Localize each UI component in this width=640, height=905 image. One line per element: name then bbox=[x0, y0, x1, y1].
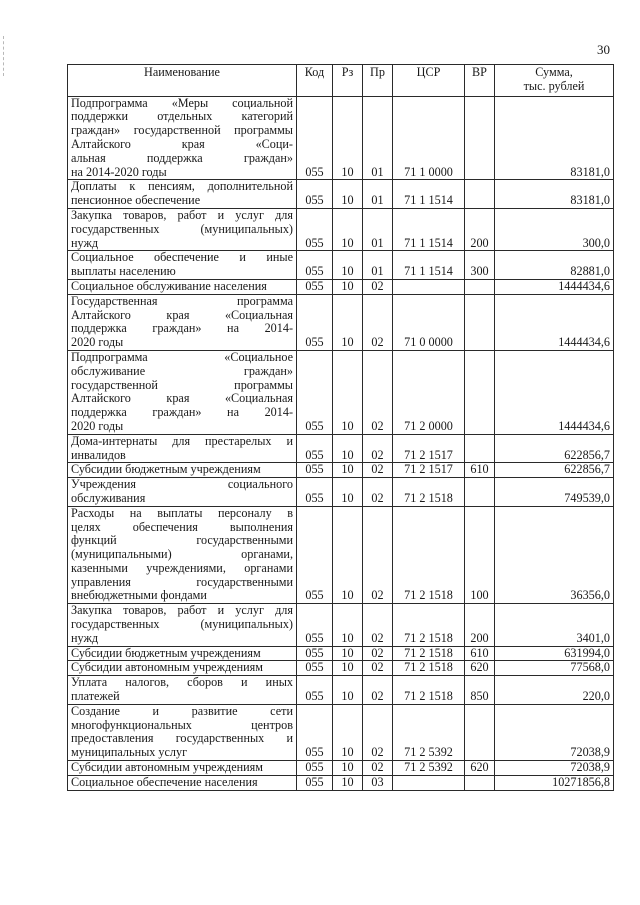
row-name-line: Уплата налогов, сборов и иных bbox=[71, 675, 293, 690]
row-kod: 055 bbox=[297, 279, 333, 294]
row-csr: 71 1 0000 bbox=[393, 96, 465, 180]
row-sum: 1444434,6 bbox=[495, 350, 614, 434]
table-row bbox=[68, 208, 614, 250]
row-name-line: поддержка граждан» на 2014- bbox=[71, 321, 293, 336]
row-pr: 02 bbox=[363, 604, 393, 646]
row-vr: 610 bbox=[465, 463, 495, 478]
row-pr: 02 bbox=[363, 434, 393, 463]
row-pr: 02 bbox=[363, 350, 393, 434]
row-sum: 72038,9 bbox=[495, 704, 614, 760]
table-row bbox=[68, 350, 614, 434]
row-name-line: государственных (муниципальных) bbox=[71, 617, 293, 632]
row-name-cell bbox=[68, 775, 297, 790]
row-sum: 3401,0 bbox=[495, 604, 614, 646]
row-name-cell bbox=[68, 96, 297, 180]
row-name-cell bbox=[68, 279, 297, 294]
row-kod: 055 bbox=[297, 676, 333, 705]
row-kod: 055 bbox=[297, 294, 333, 350]
row-kod: 055 bbox=[297, 775, 333, 790]
row-vr bbox=[465, 294, 495, 350]
row-csr: 71 2 1518 bbox=[393, 676, 465, 705]
row-name-line: нужд bbox=[71, 235, 99, 250]
row-name-line: выплаты населению bbox=[71, 264, 176, 279]
row-rz: 10 bbox=[333, 350, 363, 434]
row-kod: 055 bbox=[297, 434, 333, 463]
row-pr: 02 bbox=[363, 279, 393, 294]
row-vr bbox=[465, 478, 495, 507]
row-name-line: граждан» государственной программы bbox=[71, 123, 293, 138]
row-name-line: многофункциональных центров bbox=[71, 717, 293, 732]
row-name-line: 2020 годы bbox=[71, 418, 124, 433]
row-sum: 1444434,6 bbox=[495, 294, 614, 350]
table-row bbox=[68, 775, 614, 790]
row-pr: 01 bbox=[363, 180, 393, 209]
row-sum: 631994,0 bbox=[495, 646, 614, 661]
row-name-line: Алтайского края «Социальная bbox=[71, 391, 293, 406]
row-kod: 055 bbox=[297, 704, 333, 760]
row-rz: 10 bbox=[333, 463, 363, 478]
budget-table bbox=[67, 64, 614, 791]
row-name-cell bbox=[68, 251, 297, 280]
row-vr: 620 bbox=[465, 661, 495, 676]
margin-marks bbox=[3, 36, 6, 76]
row-name-line: Подпрограмма «Меры социальной bbox=[71, 95, 293, 110]
row-name-line: платежей bbox=[71, 689, 120, 704]
row-name-line: Учреждения социального bbox=[71, 477, 293, 492]
row-vr: 610 bbox=[465, 646, 495, 661]
table-row bbox=[68, 676, 614, 705]
row-pr: 02 bbox=[363, 294, 393, 350]
header-pr: Пр bbox=[363, 65, 393, 97]
row-vr: 300 bbox=[465, 251, 495, 280]
row-pr: 01 bbox=[363, 208, 393, 250]
row-kod: 055 bbox=[297, 208, 333, 250]
row-name-line: пенсионное обеспечение bbox=[71, 193, 201, 208]
row-kod: 055 bbox=[297, 646, 333, 661]
row-name-cell bbox=[68, 180, 297, 209]
row-csr: 71 2 1517 bbox=[393, 463, 465, 478]
row-sum: 749539,0 bbox=[495, 478, 614, 507]
row-vr bbox=[465, 350, 495, 434]
row-name-line: Субсидии бюджетным учреждениям bbox=[71, 645, 261, 660]
row-name-cell bbox=[68, 661, 297, 676]
header-name: Наименование bbox=[68, 65, 297, 97]
row-sum: 36356,0 bbox=[495, 506, 614, 604]
row-kod: 055 bbox=[297, 180, 333, 209]
table-row bbox=[68, 646, 614, 661]
row-vr bbox=[465, 180, 495, 209]
row-csr: 71 2 1518 bbox=[393, 478, 465, 507]
row-name-line: функций государственными bbox=[71, 533, 293, 548]
table-row bbox=[68, 294, 614, 350]
row-csr: 71 2 5392 bbox=[393, 761, 465, 776]
row-name-line: на 2014-2020 годы bbox=[71, 164, 167, 179]
row-pr: 03 bbox=[363, 775, 393, 790]
row-pr: 02 bbox=[363, 463, 393, 478]
row-sum: 77568,0 bbox=[495, 661, 614, 676]
row-sum: 83181,0 bbox=[495, 180, 614, 209]
table-row bbox=[68, 604, 614, 646]
row-name-line: Государственная программа bbox=[71, 293, 293, 308]
row-name-cell bbox=[68, 350, 297, 434]
table-row bbox=[68, 761, 614, 776]
table-row bbox=[68, 661, 614, 676]
row-sum: 72038,9 bbox=[495, 761, 614, 776]
row-rz: 10 bbox=[333, 279, 363, 294]
row-name-line: целях обеспечения выполнения bbox=[71, 519, 293, 534]
row-rz: 10 bbox=[333, 704, 363, 760]
row-csr: 71 2 1518 bbox=[393, 646, 465, 661]
page-number: 30 bbox=[597, 42, 610, 57]
row-kod: 055 bbox=[297, 350, 333, 434]
row-sum: 300,0 bbox=[495, 208, 614, 250]
row-sum: 622856,7 bbox=[495, 463, 614, 478]
row-kod: 055 bbox=[297, 463, 333, 478]
row-name-cell bbox=[68, 761, 297, 776]
row-name-cell bbox=[68, 434, 297, 463]
row-kod: 055 bbox=[297, 506, 333, 604]
row-rz: 10 bbox=[333, 506, 363, 604]
row-vr bbox=[465, 279, 495, 294]
row-name-line: предоставления государственных и bbox=[71, 731, 293, 746]
row-csr bbox=[393, 775, 465, 790]
row-name-line: Субсидии бюджетным учреждениям bbox=[71, 462, 261, 477]
row-name-cell bbox=[68, 208, 297, 250]
row-name-line: обслуживание граждан» bbox=[71, 363, 293, 378]
row-pr: 02 bbox=[363, 661, 393, 676]
row-csr: 71 2 0000 bbox=[393, 350, 465, 434]
row-rz: 10 bbox=[333, 96, 363, 180]
row-name-cell bbox=[68, 646, 297, 661]
row-name-line: государственной программы bbox=[71, 377, 293, 392]
row-sum: 220,0 bbox=[495, 676, 614, 705]
row-name-line: поддержки отдельных категорий bbox=[71, 109, 293, 124]
row-name-line: казенными учреждениями, органами bbox=[71, 560, 293, 575]
row-rz: 10 bbox=[333, 180, 363, 209]
row-name-line: обслуживания bbox=[71, 490, 146, 505]
header-sum-line1: Сумма, bbox=[535, 65, 573, 79]
row-rz: 10 bbox=[333, 478, 363, 507]
row-csr: 71 2 1518 bbox=[393, 604, 465, 646]
row-csr: 71 1 1514 bbox=[393, 208, 465, 250]
row-vr: 620 bbox=[465, 761, 495, 776]
row-name-line: Социальное обеспечение населения bbox=[71, 774, 258, 789]
table-row bbox=[68, 96, 614, 180]
row-kod: 055 bbox=[297, 478, 333, 507]
row-csr: 71 1 1514 bbox=[393, 251, 465, 280]
row-kod: 055 bbox=[297, 251, 333, 280]
row-kod: 055 bbox=[297, 761, 333, 776]
row-csr: 71 2 1518 bbox=[393, 506, 465, 604]
row-vr bbox=[465, 775, 495, 790]
header-sum-line2: тыс. рублей bbox=[523, 78, 585, 93]
row-rz: 10 bbox=[333, 661, 363, 676]
row-pr: 01 bbox=[363, 96, 393, 180]
row-pr: 02 bbox=[363, 761, 393, 776]
row-rz: 10 bbox=[333, 646, 363, 661]
row-name-line: Создание и развитие сети bbox=[71, 703, 293, 718]
row-name-line: внебюджетными фондами bbox=[71, 588, 207, 603]
row-name-cell bbox=[68, 676, 297, 705]
row-rz: 10 bbox=[333, 761, 363, 776]
row-sum: 10271856,8 bbox=[495, 775, 614, 790]
row-name-line: (муниципальными) органами, bbox=[71, 547, 293, 562]
row-name-line: муниципальных услуг bbox=[71, 745, 188, 760]
row-sum: 622856,7 bbox=[495, 434, 614, 463]
row-name-line: Алтайского края «Соци- bbox=[71, 136, 293, 151]
row-vr: 850 bbox=[465, 676, 495, 705]
row-vr bbox=[465, 434, 495, 463]
row-kod: 055 bbox=[297, 96, 333, 180]
table-row bbox=[68, 478, 614, 507]
row-name-line: Социальное обеспечение и иные bbox=[71, 250, 293, 265]
header-sum bbox=[495, 65, 614, 97]
row-name-line: Закупка товаров, работ и услуг для bbox=[71, 207, 293, 222]
row-name-line: Доплаты к пенсиям, дополнительной bbox=[71, 179, 293, 194]
row-name-cell bbox=[68, 463, 297, 478]
table-row bbox=[68, 251, 614, 280]
row-rz: 10 bbox=[333, 604, 363, 646]
row-pr: 02 bbox=[363, 676, 393, 705]
row-pr: 01 bbox=[363, 251, 393, 280]
row-vr bbox=[465, 96, 495, 180]
row-csr: 71 2 1517 bbox=[393, 434, 465, 463]
row-name-line: нужд bbox=[71, 630, 99, 645]
row-name-cell bbox=[68, 478, 297, 507]
header-rz: Рз bbox=[333, 65, 363, 97]
row-sum: 83181,0 bbox=[495, 96, 614, 180]
row-sum: 82881,0 bbox=[495, 251, 614, 280]
row-name-line: Дома-интернаты для престарелых и bbox=[71, 433, 293, 448]
header-csr: ЦСР bbox=[393, 65, 465, 97]
row-name-line: Социальное обслуживание населения bbox=[71, 278, 267, 293]
row-rz: 10 bbox=[333, 676, 363, 705]
row-name-line: Субсидии автономным учреждениям bbox=[71, 660, 263, 675]
row-sum: 1444434,6 bbox=[495, 279, 614, 294]
row-name-line: поддержка граждан» на 2014- bbox=[71, 405, 293, 420]
row-vr: 200 bbox=[465, 208, 495, 250]
row-name-line: Алтайского края «Социальная bbox=[71, 307, 293, 322]
row-name-line: Субсидии автономным учреждениям bbox=[71, 760, 263, 775]
row-rz: 10 bbox=[333, 775, 363, 790]
row-pr: 02 bbox=[363, 704, 393, 760]
row-name-line: Закупка товаров, работ и услуг для bbox=[71, 603, 293, 618]
row-name-line: государственных (муниципальных) bbox=[71, 221, 293, 236]
row-kod: 055 bbox=[297, 661, 333, 676]
row-rz: 10 bbox=[333, 294, 363, 350]
row-csr: 71 1 1514 bbox=[393, 180, 465, 209]
header-row bbox=[68, 65, 614, 97]
row-vr: 100 bbox=[465, 506, 495, 604]
row-rz: 10 bbox=[333, 434, 363, 463]
row-csr: 71 2 5392 bbox=[393, 704, 465, 760]
row-name-line: Расходы на выплаты персоналу в bbox=[71, 505, 293, 520]
row-kod: 055 bbox=[297, 604, 333, 646]
row-name-line: 2020 годы bbox=[71, 335, 124, 350]
row-name-cell bbox=[68, 294, 297, 350]
row-vr bbox=[465, 704, 495, 760]
row-pr: 02 bbox=[363, 506, 393, 604]
row-pr: 02 bbox=[363, 478, 393, 507]
row-name-line: альная поддержка граждан» bbox=[71, 150, 293, 165]
table-row bbox=[68, 434, 614, 463]
row-csr bbox=[393, 279, 465, 294]
row-pr: 02 bbox=[363, 646, 393, 661]
row-csr: 71 2 1518 bbox=[393, 661, 465, 676]
row-name-cell bbox=[68, 604, 297, 646]
header-vr: ВР bbox=[465, 65, 495, 97]
row-name-line: Подпрограмма «Социальное bbox=[71, 349, 293, 364]
row-name-cell bbox=[68, 704, 297, 760]
table-row bbox=[68, 704, 614, 760]
row-name-cell bbox=[68, 506, 297, 604]
header-kod: Код bbox=[297, 65, 333, 97]
row-csr: 71 0 0000 bbox=[393, 294, 465, 350]
row-name-line: управления государственными bbox=[71, 574, 293, 589]
row-rz: 10 bbox=[333, 208, 363, 250]
table-row bbox=[68, 506, 614, 604]
row-rz: 10 bbox=[333, 251, 363, 280]
row-name-line: инвалидов bbox=[71, 447, 126, 462]
table-row bbox=[68, 180, 614, 209]
row-vr: 200 bbox=[465, 604, 495, 646]
table-row bbox=[68, 463, 614, 478]
table-row bbox=[68, 279, 614, 294]
